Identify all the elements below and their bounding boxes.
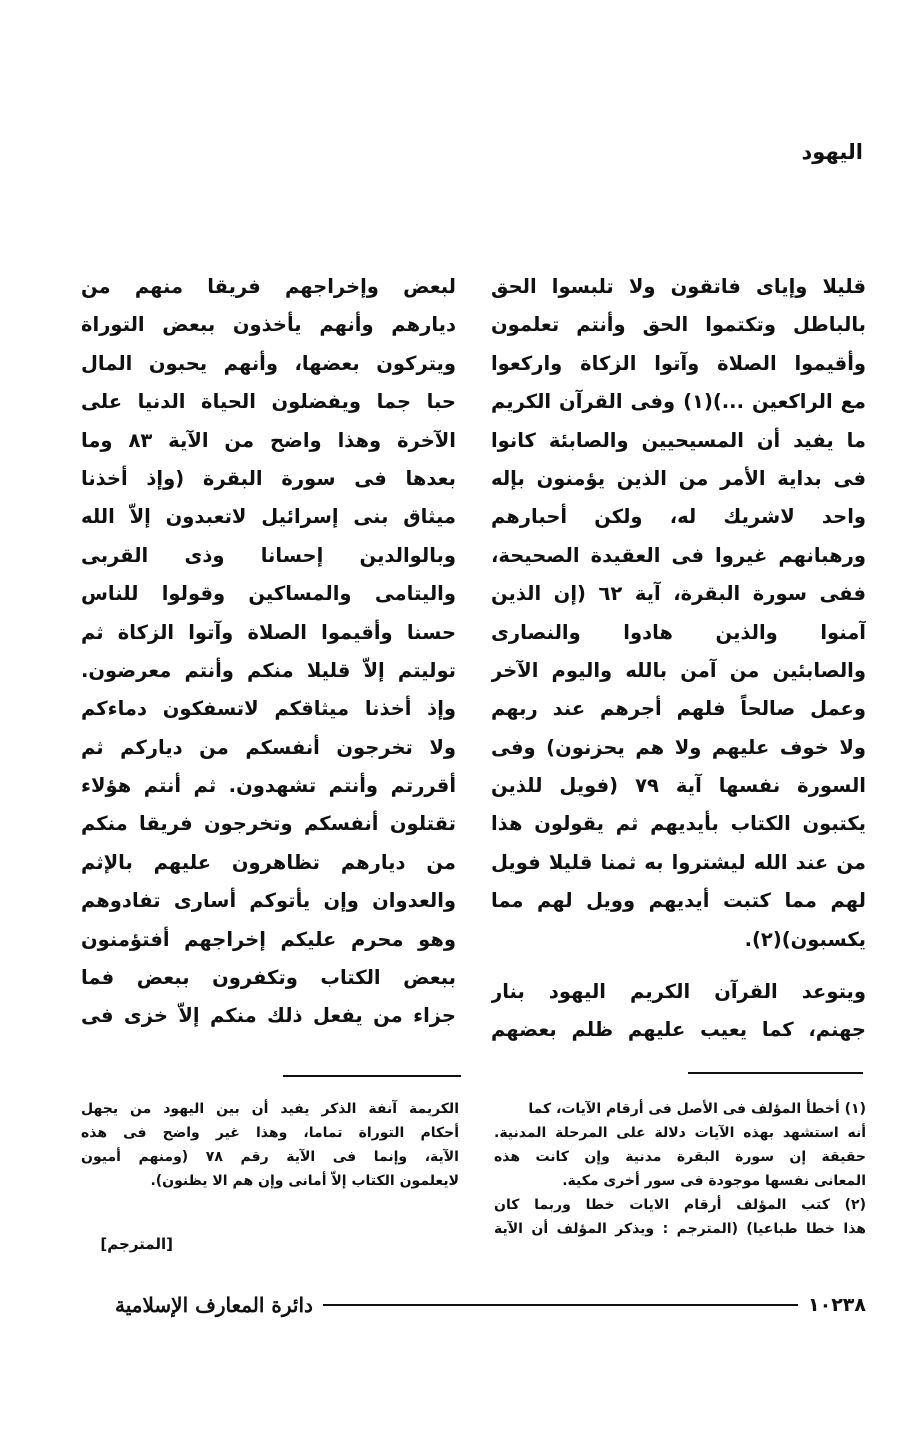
footnote-line: أنه استشهد بهذه الآيات دلالة على المرحلة المدنية. xyxy=(494,1125,866,1141)
text-line: ديارهم وأنهم يأخذون ببعض التوراة xyxy=(81,313,456,337)
left-text-column xyxy=(81,268,456,1036)
footnote-line: الآية، وإنما فى الآية رقم ٧٨ (ومنهم أميون xyxy=(81,1149,459,1165)
text-line: والعدوان وإن يأتوكم أسارى تفادوهم xyxy=(81,889,456,913)
text-line: لهم مما كتبت أيديهم وويل لهم مما xyxy=(491,889,866,913)
text-line: واحد لاشريك له، ولكن أحبارهم xyxy=(491,505,866,529)
footnote-line: الكريمة آنفة الذكر يفيد أن بين اليهود من يجهل xyxy=(81,1101,459,1117)
text-line: جزاء من يفعل ذلك منكم إلاّ خزى فى xyxy=(81,1004,456,1028)
running-head-title: اليهود xyxy=(801,140,863,164)
footnote-line: هذا خطا طباعيا) (المترجم : ويذكر المؤلف أن الآية xyxy=(494,1221,866,1237)
text-line: واليتامى والمساكين وقولوا للناس xyxy=(81,582,456,606)
footnote-divider-left xyxy=(283,1075,461,1077)
text-line: فى بداية الأمر من الذين يؤمنون بإله xyxy=(491,466,866,490)
text-line: من عند الله ليشتروا به ثمنا قليلا فويل xyxy=(491,850,866,874)
text-line: ولا خوف عليهم ولا هم يحزنون) وفى xyxy=(491,735,866,759)
footnote-line: (٢) كتب المؤلف أرقام الايات خطا وربما كان xyxy=(494,1197,866,1213)
text-line: لبعض وإخراجهم فريقا منهم من xyxy=(81,275,456,298)
text-line: جهنم، كما يعيب عليهم ظلم بعضهم xyxy=(491,1018,866,1042)
footer-divider xyxy=(323,1304,798,1306)
text-line: وبالوالدين إحسانا وذى القربى xyxy=(81,543,456,567)
text-line: ما يفيد أن المسيحيين والصابئة كانوا xyxy=(491,428,866,452)
text-line: أقررتم وأنتم تشهدون. ثم أنتم هؤلاء xyxy=(81,774,456,798)
paragraph-gap xyxy=(491,959,866,973)
text-line: وهو محرم عليكم إخراجهم أفتؤمنون xyxy=(81,927,456,951)
text-line: السورة نفسها آية ٧٩ (فويل للذين xyxy=(491,774,866,798)
text-line: بالباطل وتكتموا الحق وأنتم تعلمون xyxy=(491,313,866,337)
text-line: ورهبانهم غيروا فى العقيدة الصحيحة، xyxy=(491,543,866,567)
text-line: والصابئين من آمن بالله واليوم الآخر xyxy=(491,658,866,682)
footnote-divider-right xyxy=(688,1072,863,1074)
text-line: ففى سورة البقرة، آية ٦٢ (إن الذين xyxy=(491,582,866,606)
text-line: توليتم إلاّ قليلا منكم وأنتم معرضون. xyxy=(81,658,456,682)
text-line: قليلا وإياى فاتقون ولا تلبسوا الحق xyxy=(491,275,866,298)
text-line: وإذ أخذنا ميثاقكم لاتسفكون دماءكم xyxy=(81,697,456,721)
footnotes-left xyxy=(81,1097,459,1193)
publication-title: دائرة المعارف الإسلامية xyxy=(115,1293,313,1317)
translator-note: [المترجم] xyxy=(100,1235,173,1253)
text-line: يكسبون)(٢). xyxy=(744,927,866,951)
footnote-line: (١) أخطأ المؤلف فى الأصل فى أرقام الآيات، كما xyxy=(528,1101,866,1117)
text-line: يكتبون الكتاب بأيديهم ثم يقولون هذا xyxy=(491,812,866,836)
text-line: ويتوعد القرآن الكريم اليهود بنار xyxy=(491,980,866,1004)
text-line: الآخرة وهذا واضح من الآية ٨٣ وما xyxy=(81,428,456,452)
text-line: بعدها فى سورة البقرة (وإذ أخذنا xyxy=(81,466,456,490)
footnote-line: لايعلمون الكتاب إلاّ أمانى وإن هم الا يظنون). xyxy=(150,1173,459,1189)
text-line: وأقيموا الصلاة وآتوا الزكاة واركعوا xyxy=(491,351,866,375)
paragraph xyxy=(491,973,866,1050)
footnotes-right xyxy=(494,1097,866,1241)
text-line: حسنا وأقيموا الصلاة وآتوا الزكاة ثم xyxy=(81,620,456,644)
page-number: ١٠٢٣٨ xyxy=(808,1294,866,1316)
text-line: آمنوا والذين هادوا والنصارى xyxy=(491,620,866,644)
page-footer xyxy=(115,1290,866,1320)
text-line: ميثاق بنى إسرائيل لاتعبدون إلاّ الله xyxy=(81,505,456,529)
paragraph xyxy=(491,268,866,959)
footnote-line: أحكام التوراة تماما، وهذا غير واضح فى هذه xyxy=(81,1125,459,1141)
text-line: تقتلون أنفسكم وتخرجون فريقا منكم xyxy=(81,812,456,836)
text-line: وعمل صالحاً فلهم أجرهم عند ربهم xyxy=(491,697,866,721)
text-line: حبا جما ويفضلون الحياة الدنيا على xyxy=(81,390,456,414)
paragraph xyxy=(81,268,456,1036)
text-line: ببعض الكتاب وتكفرون ببعض فما xyxy=(81,966,456,990)
text-line: ولا تخرجون أنفسكم من دياركم ثم xyxy=(81,735,456,759)
text-line: ويتركون بعضها، وأنهم يحبون المال xyxy=(81,351,456,375)
footnote-line: المعانى نفسها موجودة فى سور أخرى مكية. xyxy=(562,1173,866,1189)
text-line: مع الراكعين ...)(١) وفى القرآن الكريم xyxy=(491,390,866,414)
right-text-column xyxy=(491,268,866,1050)
text-line: من ديارهم تظاهرون عليهم بالإثم xyxy=(81,850,456,874)
footnote-line: حقيقة إن سورة البقرة مدنية وإن كانت هذه xyxy=(494,1149,866,1165)
